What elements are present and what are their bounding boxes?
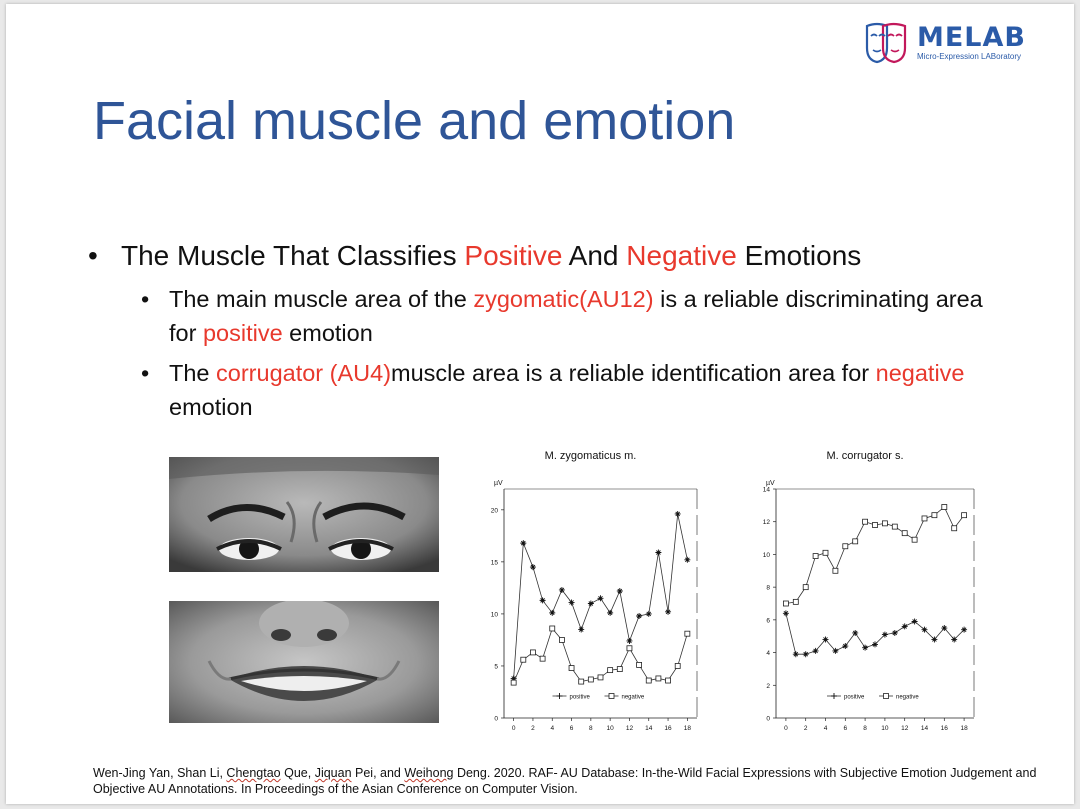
y-tick-label: 6 (766, 617, 770, 625)
legend-marker-positive (557, 693, 563, 699)
face-mouth-image (169, 601, 439, 723)
sub-bullet-corrugator (141, 356, 1008, 424)
x-tick-label: 8 (863, 725, 867, 732)
data-point-negative (627, 646, 632, 651)
data-point-negative (598, 675, 603, 680)
data-point-negative (646, 678, 651, 683)
data-point-negative (882, 521, 887, 526)
legend-marker-negative (884, 694, 889, 699)
data-point-positive (607, 610, 613, 616)
ref-part: Wen-Jing Yan, Shan Li, (93, 766, 227, 780)
x-tick-label: 14 (920, 725, 929, 732)
ref-part: Pei, and (351, 766, 405, 780)
ref-author-chengtao: Chengtao (226, 766, 281, 780)
y-tick-label: 14 (762, 486, 770, 494)
chart-corrugator-svg (736, 441, 986, 736)
data-point-negative (873, 522, 878, 527)
sub2-emph: negative (875, 360, 965, 386)
sub2-pre: The (169, 360, 217, 386)
sub1-pre: The main muscle area of the (169, 286, 474, 312)
data-point-negative (922, 516, 927, 521)
x-tick-label: 12 (901, 725, 909, 732)
data-point-negative (685, 631, 690, 636)
series-line-negative (514, 628, 688, 682)
x-tick-label: 14 (645, 725, 653, 732)
data-point-negative (511, 680, 516, 685)
series-line-negative (786, 507, 964, 604)
data-point-negative (783, 601, 788, 606)
y-tick-label: 10 (762, 551, 770, 559)
data-point-positive (588, 601, 594, 607)
data-point-negative (559, 637, 564, 642)
x-tick-label: 2 (803, 725, 808, 732)
y-tick-label: 12 (762, 519, 770, 527)
bullet-main (88, 236, 1008, 276)
bullet-main-positive: Positive (464, 240, 563, 271)
x-tick-label: 18 (960, 725, 968, 732)
x-tick-label: 8 (589, 725, 593, 732)
data-point-negative (962, 513, 967, 518)
ref-part: Deng. 2020. RAF- AU Database: In-the-Wild Facial Expressions with Subjective Emotion Judgement and Objective AU Annotations. In Proceedings of the Asian Conference on Computer Vision. (93, 766, 1037, 796)
slide-title: Facial muscle and emotion (93, 91, 736, 151)
data-point-positive (598, 595, 604, 601)
logo-subtitle: Micro-Expression LABoratory (917, 52, 1022, 61)
x-tick-label: 4 (823, 725, 828, 732)
data-point-negative (588, 677, 593, 682)
sub2-post: emotion (169, 394, 253, 420)
data-point-positive (646, 611, 652, 617)
data-point-negative (666, 678, 671, 683)
data-point-negative (521, 657, 526, 662)
data-point-negative (902, 531, 907, 536)
data-point-positive (793, 651, 799, 657)
data-point-positive (675, 511, 681, 517)
y-tick-label: 0 (766, 715, 770, 723)
chart-title: M. corrugator s. (826, 450, 904, 462)
data-point-negative (656, 676, 661, 681)
sub1-term: zygomatic(AU12) (473, 286, 654, 312)
data-point-negative (579, 679, 584, 684)
y-axis-unit: µV (494, 480, 503, 487)
data-point-negative (853, 539, 858, 544)
series-line-positive (786, 613, 964, 654)
y-tick-label: 15 (490, 559, 498, 567)
data-point-negative (550, 626, 555, 631)
face-eyes-image (169, 457, 439, 572)
slide (6, 4, 1074, 804)
data-point-positive (862, 645, 868, 651)
bullet-dot-icon: • (88, 240, 98, 271)
y-tick-label: 10 (490, 611, 498, 619)
data-point-negative (813, 554, 818, 559)
bullet-main-post: Emotions (736, 240, 862, 271)
ref-author-weihong: Weihong (404, 766, 454, 780)
chart-corrugator (736, 441, 986, 736)
data-point-negative (892, 524, 897, 529)
data-point-positive (636, 613, 642, 619)
x-tick-label: 0 (784, 725, 788, 732)
data-point-positive (803, 651, 809, 657)
sub2-mid: muscle area is a reliable identification area for (391, 360, 876, 386)
x-tick-label: 16 (664, 725, 672, 732)
y-tick-label: 8 (766, 584, 770, 592)
logo-name: MELAB (917, 22, 1026, 53)
data-point-negative (952, 526, 957, 531)
y-tick-label: 0 (494, 715, 498, 723)
data-point-positive (892, 630, 898, 636)
x-tick-label: 12 (625, 725, 634, 732)
sub1-post: emotion (282, 320, 373, 346)
reference-citation (93, 765, 1053, 797)
bullet-main-negative: Negative (626, 240, 737, 271)
data-point-negative (608, 668, 613, 673)
x-tick-label: 6 (569, 725, 574, 732)
data-point-positive (626, 638, 632, 644)
ref-author-jiquan: Jiquan (314, 766, 352, 780)
data-point-negative (823, 550, 828, 555)
y-tick-label: 5 (494, 663, 498, 671)
data-point-positive (842, 643, 848, 649)
mask-logo-icon (861, 20, 911, 66)
data-point-negative (803, 585, 808, 590)
data-point-negative (932, 513, 937, 518)
y-tick-label: 4 (766, 650, 770, 658)
y-tick-label: 2 (766, 682, 770, 690)
chart-title: M. zygomaticus m. (544, 450, 637, 462)
bullet-dot-icon: • (141, 360, 150, 386)
data-point-positive (665, 609, 671, 615)
data-point-positive (530, 564, 536, 570)
data-point-positive (578, 627, 584, 633)
data-point-negative (530, 650, 535, 655)
data-point-positive (655, 549, 661, 555)
data-point-negative (833, 568, 838, 573)
data-point-positive (902, 623, 908, 629)
x-tick-label: 0 (511, 725, 516, 732)
legend-label-negative: negative (621, 694, 645, 701)
ref-part: Que, (280, 766, 315, 780)
x-tick-label: 16 (940, 725, 948, 732)
data-point-positive (684, 557, 690, 563)
chart-zygomaticus-svg (464, 441, 714, 736)
data-point-negative (863, 519, 868, 524)
data-point-negative (942, 504, 947, 509)
x-tick-label: 10 (881, 725, 889, 732)
sub1-mid: is a reliable discriminating area for (169, 286, 983, 346)
legend-label-positive: positive (569, 694, 590, 701)
chart-zygomaticus (464, 441, 714, 736)
x-tick-label: 4 (550, 725, 555, 732)
data-point-negative (540, 656, 545, 661)
y-axis-unit: µV (766, 480, 775, 487)
data-point-negative (843, 544, 848, 549)
bullet-main-pre: The Muscle That Classifies (121, 240, 465, 271)
x-tick-label: 6 (843, 725, 848, 732)
data-point-negative (675, 663, 680, 668)
sub1-emph: positive (202, 320, 283, 346)
data-point-positive (783, 610, 789, 616)
data-point-positive (852, 630, 858, 636)
legend-marker-negative (609, 694, 614, 699)
bullet-list (88, 236, 1008, 424)
legend-label-positive: positive (844, 694, 865, 701)
data-point-negative (617, 667, 622, 672)
sub2-term: corrugator (AU4) (216, 360, 392, 386)
x-tick-label: 18 (683, 725, 691, 732)
sub-bullet-zygomatic (141, 282, 1008, 350)
y-tick-label: 20 (490, 507, 498, 515)
data-point-negative (912, 537, 917, 542)
data-point-negative (569, 666, 574, 671)
x-tick-label: 2 (531, 725, 535, 732)
axis-frame (504, 489, 697, 718)
legend-marker-positive (831, 693, 837, 699)
x-tick-label: 10 (606, 725, 614, 732)
bullet-main-mid: And (562, 240, 627, 271)
melab-logo (861, 20, 1026, 66)
data-point-positive (520, 540, 526, 546)
data-point-negative (793, 599, 798, 604)
data-point-negative (637, 662, 642, 667)
legend-label-negative: negative (896, 694, 919, 701)
bullet-dot-icon: • (141, 286, 150, 312)
data-point-positive (617, 588, 623, 594)
